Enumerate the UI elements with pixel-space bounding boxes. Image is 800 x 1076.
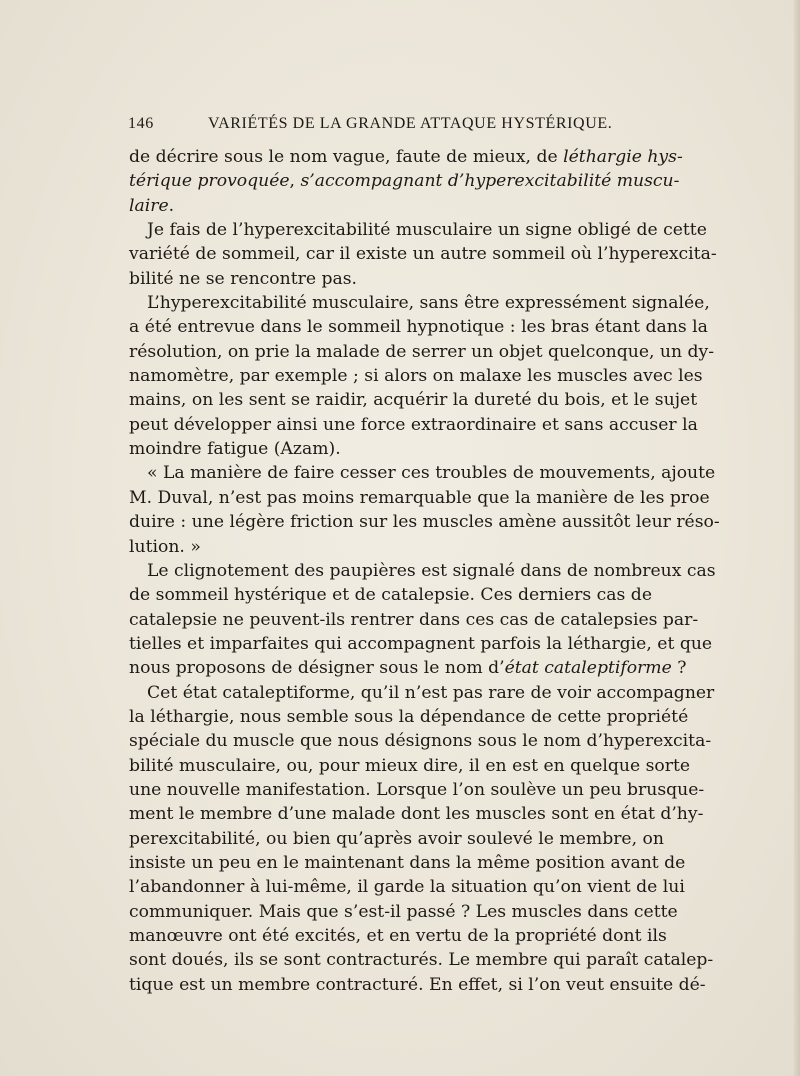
text-line — [129, 729, 712, 753]
text-line — [129, 802, 704, 826]
italic-text: s’accompagnant d’hyperexcitabilité muscu- — [300, 171, 680, 192]
italic-text: térique provoquée — [129, 171, 290, 192]
text-segment: insiste un peu en le maintenant dans la même position avant de — [129, 852, 686, 873]
text-line — [129, 948, 714, 972]
text-segment: namomètre, par exemple ; si alors on malaxe les muscles avec les — [129, 366, 703, 387]
text-segment: a été entrevue dans le sommeil hypnotique : les bras étant dans la — [129, 317, 708, 338]
text-segment: perexcitabilité, ou bien qu’après avoir soulevé le membre, on — [129, 828, 664, 849]
text-segment: sont doués, ils se sont contracturés. Le membre qui paraît catalep- — [129, 950, 714, 971]
text-line — [129, 242, 717, 266]
text-segment: . — [168, 195, 175, 216]
text-segment: Cet état cataleptiforme, qu’il n’est pas rare de voir accompagner — [147, 682, 715, 703]
text-segment: une nouvelle manifestation. Lorsque l’on soulève un peu brusque- — [129, 779, 705, 800]
text-segment: communiquer. Mais que s’est-il passé ? Les muscles dans cette — [129, 901, 678, 922]
text-segment: l’abandonner à lui-même, il garde la situation qu’on vient de lui — [129, 877, 685, 898]
text-line — [129, 632, 713, 656]
text-line — [129, 705, 689, 729]
italic-text: état cataleptiforme — [504, 658, 672, 679]
running-title: VARIÉTÉS DE LA GRANDE ATTAQUE HYSTÉRIQUE. — [208, 115, 613, 132]
body-text — [129, 145, 720, 997]
text-segment: lution. » — [129, 536, 201, 557]
text-segment: bilité ne se rencontre pas. — [129, 268, 357, 289]
text-segment: Le clignotement des paupières est signalé dans de nombreux cas — [147, 560, 716, 581]
text-segment: manœuvre ont été excités, et en vertu de la propriété dont ils — [129, 926, 667, 946]
text-line — [129, 656, 687, 680]
text-segment: résolution, on prie la malade de serrer un objet quelconque, un dy- — [129, 341, 715, 362]
text-line — [129, 851, 686, 875]
text-line — [129, 778, 705, 802]
text-line — [129, 875, 685, 899]
text-line — [129, 486, 710, 510]
text-line — [129, 169, 680, 193]
text-line — [129, 145, 683, 169]
text-line — [129, 900, 678, 924]
text-segment: , — [289, 171, 301, 192]
text-line — [129, 535, 629, 559]
text-segment: mains, on les sent se raidir, acquérir la dureté du bois, et le sujet — [129, 390, 698, 411]
text-segment: la léthargie, nous semble sous la dépendance de cette propriété — [129, 706, 689, 727]
text-segment: bilité musculaire, ou, pour mieux dire, il en est en quelque sorte — [129, 755, 691, 776]
text-line — [129, 583, 652, 607]
text-segment: catalepsie ne peuvent-ils rentrer dans ces cas de catalepsies par- — [129, 609, 699, 630]
page-number: 146 — [128, 115, 154, 132]
text-line — [129, 291, 710, 315]
text-segment: de décrire sous le nom vague, faute de mieux, de — [129, 147, 564, 167]
text-segment: M. Duval, n’est pas moins remarquable que la manière de les proe — [129, 487, 710, 508]
text-segment: ment le membre d’une malade dont les muscles sont en état d’hy- — [129, 804, 704, 825]
text-segment: de sommeil hystérique et de catalepsie. Ces derniers cas de — [129, 585, 652, 606]
text-line — [129, 413, 698, 437]
running-header — [128, 115, 630, 137]
text-segment: ? — [671, 658, 687, 679]
text-line — [129, 461, 716, 485]
text-line — [129, 827, 664, 851]
text-line — [129, 754, 691, 778]
text-line — [129, 559, 716, 583]
text-segment: tielles et imparfaites qui accompagnent parfois la léthargie, et que — [129, 633, 713, 654]
text-line — [129, 924, 667, 948]
text-line — [129, 973, 706, 997]
text-segment: duire : une légère friction sur les muscles amène aussitôt leur réso- — [129, 512, 720, 533]
text-line — [129, 218, 707, 242]
text-segment: variété de sommeil, car il existe un autre sommeil où l’hyperexcita- — [129, 244, 717, 265]
text-segment: L’hyperexcitabilité musculaire, sans être expressément signalée, — [147, 293, 710, 314]
text-line — [129, 315, 708, 339]
text-segment: spéciale du muscle que nous désignons sous le nom d’hyperexcita- — [129, 731, 712, 752]
italic-text: léthargie hys- — [563, 147, 683, 167]
text-segment: Je fais de l’hyperexcitabilité musculaire un signe obligé de cette — [147, 220, 707, 241]
text-segment: tique est un membre contracturé. En effet, si l’on veut ensuite dé- — [129, 974, 706, 995]
text-line — [129, 194, 629, 218]
text-line — [129, 437, 629, 461]
page-edge — [794, 0, 800, 1076]
text-line — [129, 267, 629, 291]
text-segment: nous proposons de désigner sous le nom d’ — [129, 658, 505, 679]
text-line — [129, 388, 698, 412]
text-line — [129, 510, 720, 534]
text-segment: « La manière de faire cesser ces troubles de mouvements, ajoute — [147, 463, 716, 484]
text-line — [129, 364, 703, 388]
italic-text: laire — [129, 195, 169, 216]
text-segment: peut développer ainsi une force extraordinaire et sans accuser la — [129, 414, 698, 435]
text-segment: moindre fatigue (Azam). — [129, 439, 341, 460]
text-line — [129, 681, 715, 705]
text-line — [129, 608, 699, 632]
text-line — [129, 340, 715, 364]
